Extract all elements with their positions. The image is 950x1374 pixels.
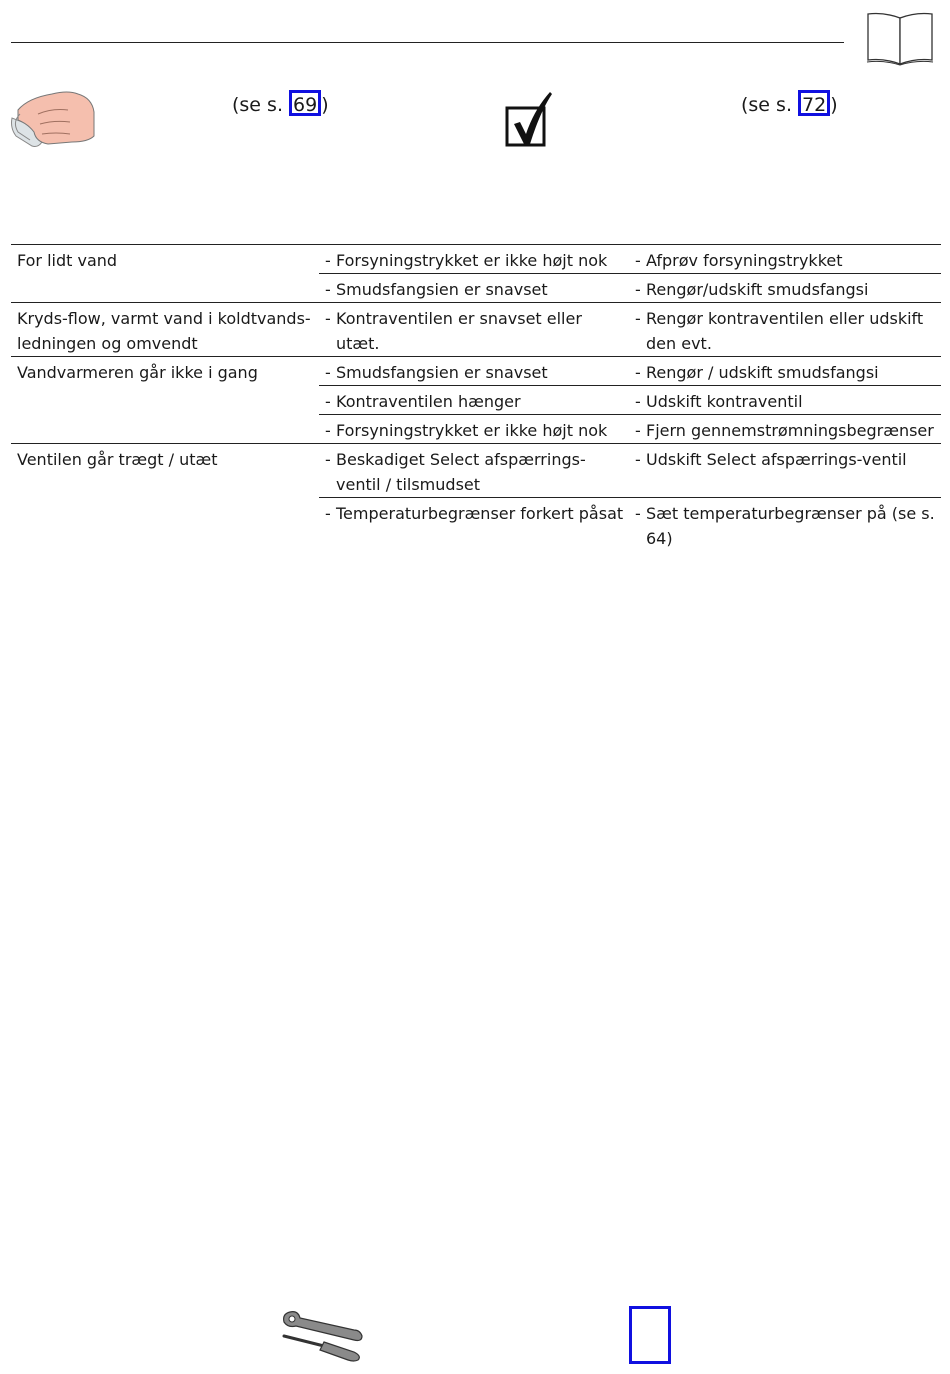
table-row [11,498,941,552]
table-row [11,303,941,357]
troubleshooting-table [11,244,941,551]
page-reference-right [741,90,838,119]
page-number-box [629,1306,671,1364]
page-ref-suffix: ) [321,94,329,116]
page-reference-left [232,90,329,119]
open-book-icon [866,10,934,66]
cause-cell: - Kontraventilen hænger [319,386,629,415]
cause-cell: - Smudsfangsien er snavset [319,357,629,386]
page-ref-prefix: (se s. [741,94,799,116]
table-row [11,274,941,303]
remedy-cell: - Rengør/udskift smudsfangsi [629,274,941,303]
remedy-cell: - Udskift kontraventil [629,386,941,415]
table-row [11,444,941,498]
cause-cell: - Forsyningstrykket er ikke højt nok [319,245,629,274]
problem-cell [11,274,319,303]
problem-cell [11,386,319,415]
table-row [11,386,941,415]
problem-cell: Ventilen går trægt / utæt [11,444,319,498]
table-row [11,357,941,386]
remedy-cell: - Sæt temperaturbegrænser på (se s. 64) [629,498,941,552]
page-link-72[interactable]: 72 [798,90,830,116]
remedy-cell: - Afprøv forsyningstrykket [629,245,941,274]
wrench-screwdriver-icon [280,1306,366,1364]
remedy-cell: - Fjern gennemstrømningsbegrænser [629,415,941,444]
problem-cell: For lidt vand [11,245,319,274]
remedy-cell: - Rengør / udskift smudsfangsi [629,357,941,386]
remedy-cell: - Udskift Select afspærrings-ventil [629,444,941,498]
cause-cell: - Temperaturbegrænser forkert påsat [319,498,629,552]
page-ref-suffix: ) [830,94,838,116]
table-row [11,245,941,274]
remedy-cell: - Rengør kontraventilen eller udskift den evt. [629,303,941,357]
page-ref-prefix: (se s. [232,94,290,116]
cause-cell: - Beskadiget Select afspærrings-ventil / tilsmudset [319,444,629,498]
cause-cell: - Kontraventilen er snavset eller utæt. [319,303,629,357]
hand-cleaning-icon [8,88,98,150]
header-rule [11,42,844,43]
problem-cell: Vandvarmeren går ikke i gang [11,357,319,386]
cause-cell: - Forsyningstrykket er ikke højt nok [319,415,629,444]
table-row [11,415,941,444]
problem-cell [11,498,319,552]
page-link-69[interactable]: 69 [289,90,321,116]
problem-cell [11,415,319,444]
problem-cell: Kryds-flow, varmt vand i koldtvands-ledningen og omvendt [11,303,319,357]
checkmark-box-icon [502,90,554,150]
cause-cell: - Smudsfangsien er snavset [319,274,629,303]
